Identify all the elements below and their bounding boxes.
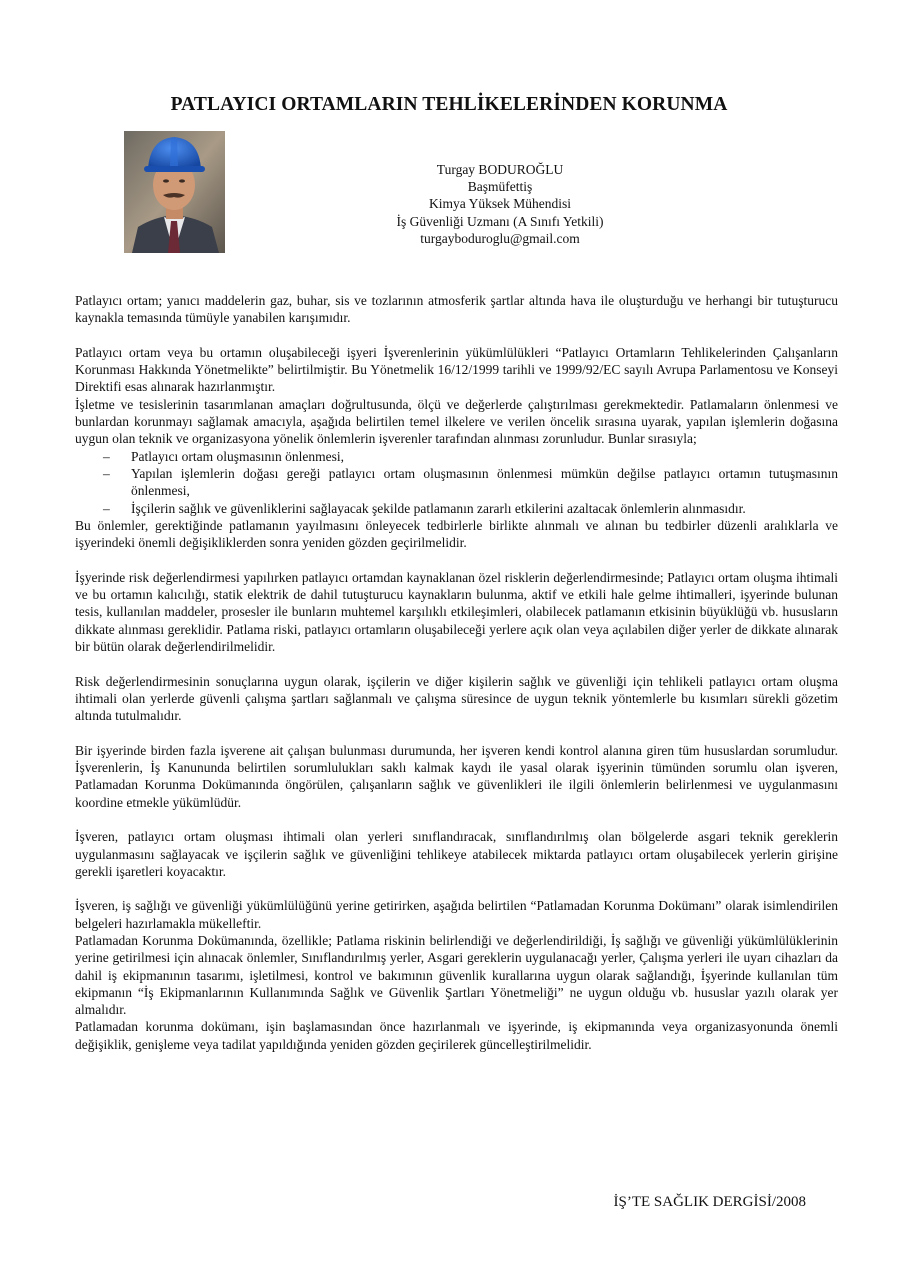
list-item: – Yapılan işlemlerin doğası gereği patlayıcı ortam oluşmasının önlenmesi mümkün değilse patlayıcı ortamın tutuşmasının önlenmesi, — [103, 465, 838, 499]
paragraph-document-contents: Patlamadan Korunma Dokümanında, özellikle; Patlama riskinin belirlendiği ve değerlendirildiği, İş sağlığı ve güvenliği yükümlülüklerinin yerine getirilmesi için alınacak önlemler, Sınıflandırılmış yerler, Asgari gereklerin uygulanacağı yerler, Çalışma yerleri ile uyarı cihazları da dahil iş ekipmanının tasarımı, işletilmesi, kontrol ve bakımının güvenlik kurallarına uygun olarak sağlandığı, İşyerinde kullanılan tüm ekipmanın “İş Ekipmanlarının Kullanımında Sağlık ve Güvenlik Şartları Yönetmeliği” ne uygun olduğu vb. hususlar yazılı olarak yer almalıdır. — [75, 932, 838, 1018]
paragraph-risk-assessment: İşyerinde risk değerlendirmesi yapılırken patlayıcı ortamdan kaynaklanan özel risklerin değerlendirmesinde; Patlayıcı ortam oluşma ihtimali ve bu ortamın kalıcılığı, statik elektrik de dahil tutuşturucu kaynakların bulunma, aktif ve etkili hale gelme ihtimalleri, işyerinde bulunan tesis, kullanılan maddeler, prosesler ile bunların muhtemel karşılıklı etkileşimleri, olabilecek patlamanın etkisinin büyüklüğü vb. hususların dikkate alınması gereklidir. Patlama riski, patlayıcı ortamların oluşabileceği yerlere açık olan veya açılabilen diğer yerler de dikkate alınarak bir bütün olarak değerlendirilmelidir. — [75, 569, 838, 654]
measures-list — [75, 448, 838, 517]
page-title: PATLAYICI ORTAMLARIN TEHLİKELERİNDEN KORUNMA — [170, 94, 728, 115]
author-position: Başmüfettiş — [467, 179, 533, 195]
list-dash: – — [103, 500, 110, 516]
paragraph-obligation: İşveren, iş sağlığı ve güvenliği yükümlülüğünü yerine getirirken, aşağıda belirtilen “Patlamadan Korunma Dokümanı” olarak isimlendirilen belgeleri hazırlamakla mükelleftir. — [75, 898, 838, 931]
author-email[interactable]: turgayboduroglu@gmail.com — [420, 230, 580, 246]
paragraph-review: Bu önlemler, gerektiğinde patlamanın yayılmasını önleyecek tedbirlerle birlikte alınmalı ve alınan bu tedbirler düzenli aralıklarla ve işyerindeki önemli değişikliklerden sonra yeniden gözden geçirilmelidir. — [75, 517, 838, 551]
paragraph-document-update: Patlamadan korunma dokümanı, işin başlamasından önce hazırlanmalı ve işyerinde, iş ekipmanında veya organizasyonunda önemli değişiklik, genişleme veya tadilat yapıldığında yeniden gözden geçirilerek güncelleştirilmelidir. — [75, 1019, 838, 1052]
author-certification: İş Güvenliği Uzmanı (A Sınıfı Yetkili) — [396, 213, 604, 229]
author-photo — [124, 131, 225, 253]
list-dash: – — [103, 465, 110, 481]
list-dash: – — [103, 448, 110, 464]
paragraph-multiple-employers: Bir işyerinde birden fazla işverene ait çalışan bulunması durumunda, her işveren kendi kontrol alanına giren tüm hususlardan sorumludur. İşverenlerin, İş Kanununda belirtilen sorumlulukları saklı kalmak kaydı ile yasal olarak işyerinin tümünden sorumlu olan işveren, Patlamadan Korunma Dokümanında öngörülen, çalışanların sağlık ve güvenlikleri ile ilgili önlemlerin belirlenmesi ve uygulanmasını koordine etmekle yükümlüdür. — [75, 742, 838, 810]
paragraph-classification: İşveren, patlayıcı ortam oluşması ihtimali olan yerleri sınıflandıracak, sınıflandırılmış olan bölgelerde asgari teknik gereklerin uygulanmasını sağlayacak ve işçilerin sağlık ve güvenliğini tehlikeye atabilecek miktarda patlayıcı ortam oluşabilecek yerlerin girişine gerekli işaretleri koyacaktır. — [75, 829, 838, 879]
author-block — [250, 161, 750, 247]
list-item: – Patlayıcı ortam oluşmasının önlenmesi, — [103, 448, 344, 464]
author-profession: Kimya Yüksek Mühendisi — [429, 196, 571, 212]
footer-source: İŞ’TE SAĞLIK DERGİSİ/2008 — [613, 1194, 806, 1210]
article-body — [75, 292, 838, 1053]
author-name: Turgay BODUROĞLU — [436, 162, 564, 177]
paragraph-definition: Patlayıcı ortam; yanıcı maddelerin gaz, buhar, sis ve tozlarının atmosferik şartlar altında hava ile oluşturduğu ve herhangi bir tutuşturucu kaynakla temasında tümüyle yanabilen karışımıdır. — [75, 293, 838, 326]
list-item: – İşçilerin sağlık ve güvenliklerini sağlayacak şekilde patlamanın zararlı etkilerini azaltacak önlemlerin alınmasıdır. — [103, 500, 746, 516]
paragraph-safe-conditions: Risk değerlendirmesinin sonuçlarına uygun olarak, işçilerin ve diğer kişilerin sağlık ve güvenliği için tehlikeli patlayıcı ortam oluşma ihtimali olan yerlerde güvenli çalışma şartları sağlanmalı ve çalışma süresince de uygun teknik yöntemlerle bu kısımları sürekli gözetim altında tutulmalıdır. — [75, 673, 838, 724]
paragraph-principles: İşletme ve tesislerinin tasarımlanan amaçları doğrultusunda, ölçü ve değerlerde çalıştırılması gerekmektedir. Patlamaların önlenmesi ve bunlardan korunmayı sağlamak amacıyla, aşağıda belirtilen temel ilkelere ve verilen öncelik sırasına uyarak, yapılan işlemlerin doğasına uygun olan teknik ve organizasyona yönelik önlemlerin işverenler tarafından alınması zorunludur. Bunlar sırasıyla; — [75, 396, 838, 447]
paragraph-regulation: Patlayıcı ortam veya bu ortamın oluşabileceği işyeri İşverenlerinin yükümlülükleri “Patlayıcı Ortamların Tehlikelerinden Çalışanların Korunması Hakkında Yönetmelikte” belirtilmiştir. Bu Yönetmelik 16/12/1999 tarihli ve 1999/92/EC sayılı Avrupa Parlamentosu ve Konseyi Direktifi esas alınarak hazırlanmıştır. — [75, 344, 838, 395]
